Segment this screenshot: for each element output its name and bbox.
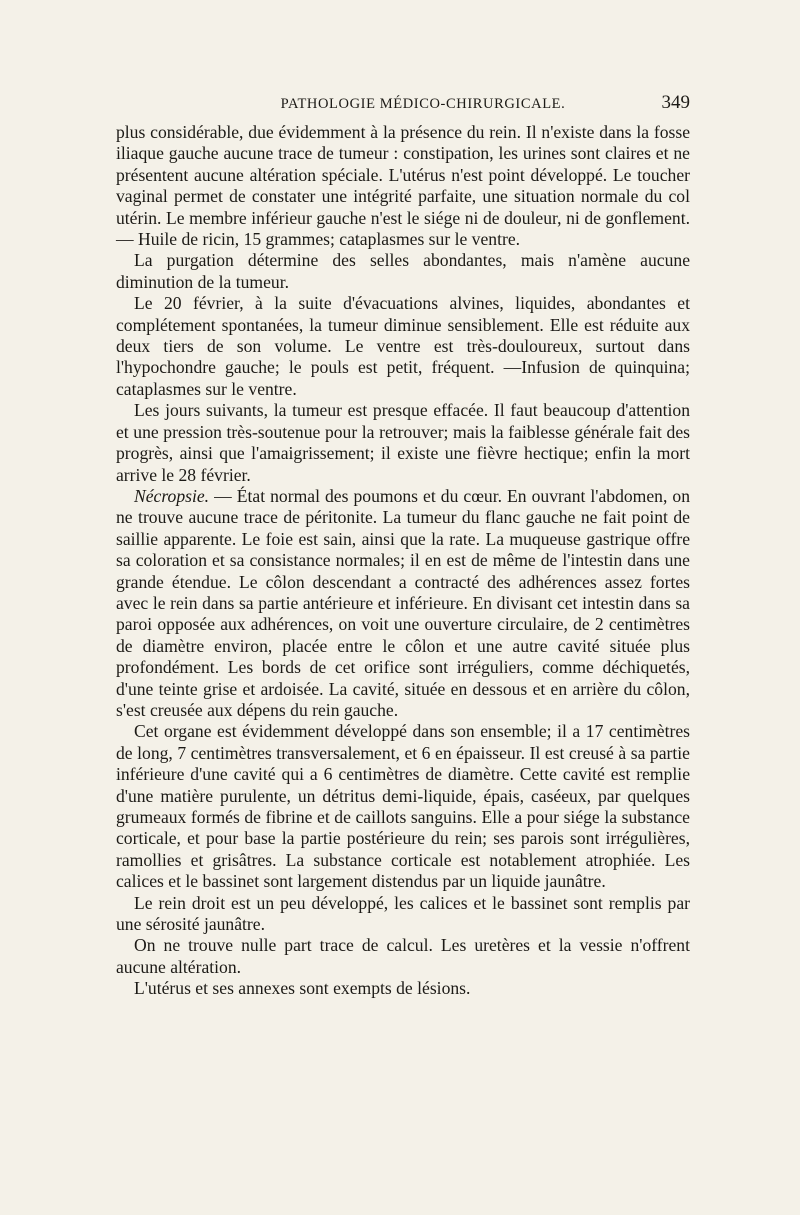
running-head (116, 92, 690, 122)
page-number: 349 (661, 92, 690, 113)
paragraph-calcul: On ne trouve nulle part trace de calcul. Les uretères et la vessie n'offrent aucune altération. (116, 935, 690, 977)
necropsie-text: — État normal des poumons et du cœur. En ouvrant l'abdomen, on ne trouve aucune trace de péritonite. La tumeur du flanc gauche ne fait point de saillie apparente. Le foie est sain, ainsi que la rate. La muqueuse gastrique offre sa coloration et sa consistance normales; il en est de même de l'intestin dans une grande étendue. Le côlon descendant a contracté des adhérences assez fortes avec le rein dans sa partie antérieure et inférieure. En divisant cet intestin dans sa paroi opposée aux adhérences, on voit une ouverture circulaire, de 2 centimètres de diamètre environ, placée entre le côlon et une autre cavité située plus profondément. Les bords de cet orifice sont irréguliers, comme déchiquetés, d'une teinte grise et ardoisée. La cavité, située en dessous et en arrière du côlon, s'est creusée aux dépens du rein gauche. (116, 485, 690, 720)
paragraph-rein-droit: Le rein droit est un peu développé, les calices et le bassinet sont remplis par une sérosité jaunâtre. (116, 892, 690, 935)
necropsie-heading: Nécropsie. (134, 485, 210, 506)
paragraph-continuation: plus considérable, due évidemment à la présence du rein. Il n'existe dans la fosse iliaque gauche aucune trace de tumeur : constipation, les urines sont claires et ne présentent aucune altération spéciale. L'utérus n'est point développé. Le toucher vaginal permet de constater une intégrité parfaite, une situation normale du col utérin. Le membre inférieur gauche n'est le siége ni de douleur, ni de gonflement. — Huile de ricin, 15 grammes; cataplasmes sur le ventre. (116, 122, 690, 250)
paragraph-purgation: La purgation détermine des selles abondantes, mais n'amène aucune diminution de la tumeur. (116, 250, 690, 292)
paragraph-jours-suivants: Les jours suivants, la tumeur est presque effacée. Il faut beaucoup d'attention et une pression très-soutenue pour la retrouver; mais la faiblesse générale fait des progrès, ainsi que l'amaigrissement; il existe une fièvre hectique; enfin la mort arrive le 28 février. (116, 400, 690, 485)
body-text (116, 122, 690, 1000)
running-title: PATHOLOGIE MÉDICO-CHIRURGICALE. (280, 96, 566, 112)
paragraph-organe: Cet organe est évidemment développé dans son ensemble; il a 17 centimètres de long, 7 centimètres transversalement, et 6 en épaisseur. Il est creusé à sa partie inférieure d'une cavité qui a 6 centimètres de diamètre. Cette cavité est remplie d'une matière purulente, un détritus demi-liquide, épais, caséeux, par quelques grumeaux formés de fibrine et de caillots sanguins. Elle a pour siége la substance corticale, et pour base la partie postérieure du rein; ses parois sont irrégulières, ramollies et grisâtres. La substance corticale est notablement atrophiée. Les calices et le bassinet sont largement distendus par un liquide jaunâtre. (116, 721, 690, 892)
paragraph-necropsie (116, 486, 690, 721)
paragraph-20-fevrier: Le 20 février, à la suite d'évacuations alvines, liquides, abondantes et complétement spontanées, la tumeur diminue sensiblement. Elle est réduite aux deux tiers de son volume. Le ventre est très-douloureux, surtout dans l'hypochondre gauche; le pouls est petit, fréquent. —Infusion de quinquina; cataplasmes sur le ventre. (116, 293, 690, 399)
paragraph-uterus: L'utérus et ses annexes sont exempts de lésions. (134, 978, 471, 999)
